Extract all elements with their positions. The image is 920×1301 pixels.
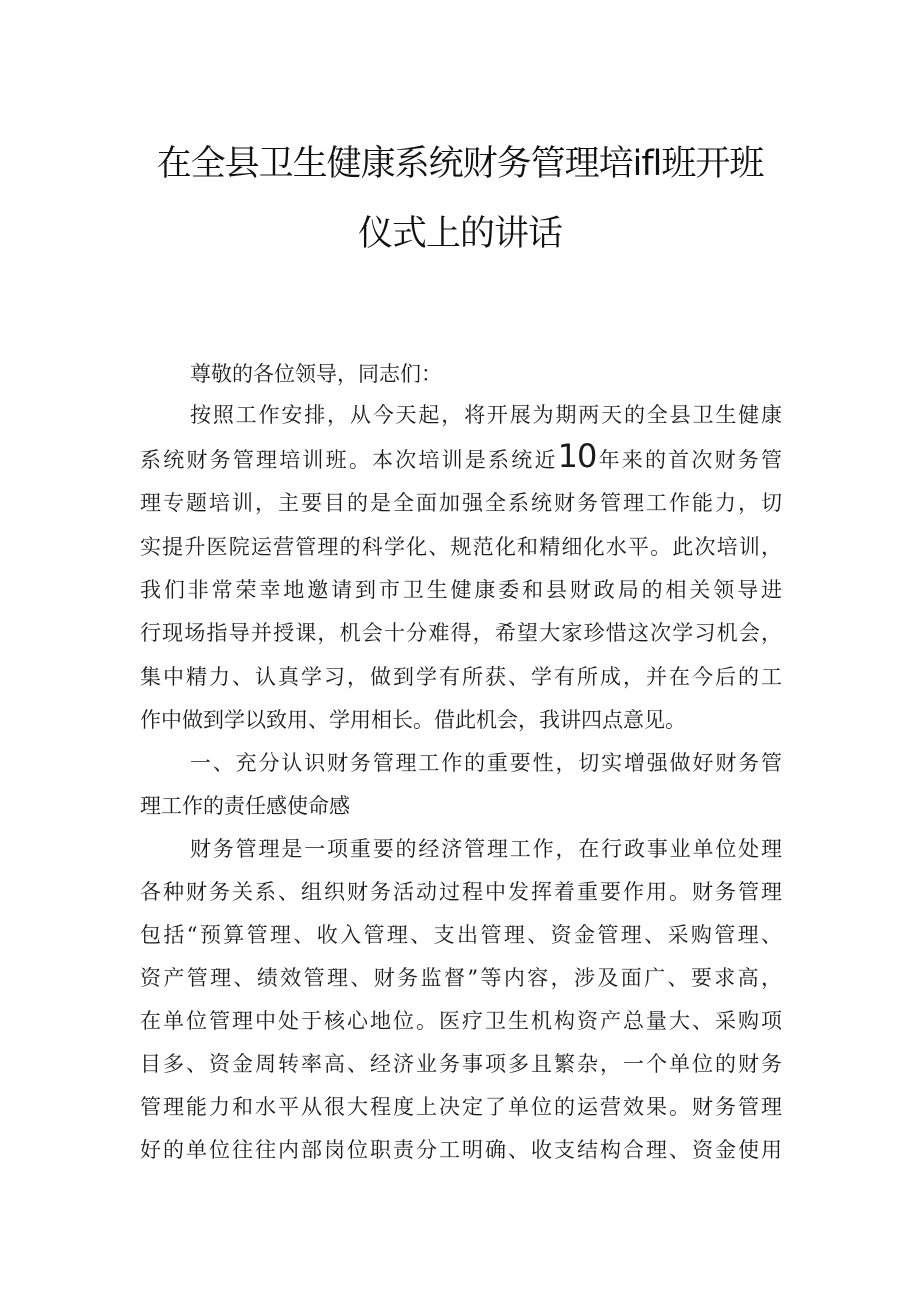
- salutation: 尊敬的各位领导，同志们：: [190, 362, 442, 386]
- paragraph-1-line-4: 实提升医院运营管理的科学化、规范化和精细化水平。此次培训，: [140, 535, 782, 559]
- paragraph-1-line-2-end: 年来的首次财务管: [596, 448, 782, 472]
- paragraph-2-line-7: 管理能力和水平从很大程度上决定了单位的运营效果。财务管理: [140, 1095, 782, 1119]
- paragraph-1-line-2: [140, 437, 782, 475]
- paragraph-1-line-8: 作中做到学以致用、学用相长。借此机会，我讲四点意见。: [140, 708, 686, 732]
- paragraph-2-line-6: 目多、资金周转率高、经济业务事项多且繁杂，一个单位的财务: [140, 1052, 782, 1076]
- paragraph-2-line-5: 在单位管理中处于核心地位。医疗卫生机构资产总量大、采购项: [140, 1009, 782, 1033]
- paragraph-2-line-3: 包括“预算管理、收入管理、支出管理、资金管理、采购管理、: [140, 923, 782, 947]
- paragraph-1-line-6: 行现场指导并授课，机会十分难得，希望大家珍惜这次学习机会，: [140, 621, 782, 645]
- year-count-number: 10: [557, 437, 597, 475]
- section-heading-1-line-1: 一、充分认识财务管理工作的重要性，切实增强做好财务管: [190, 751, 782, 775]
- section-heading-1-line-2: 理工作的责任感使命感: [140, 794, 350, 818]
- paragraph-2-line-2: 各种财务关系、组织财务活动过程中发挥着重要作用。财务管理: [140, 880, 782, 904]
- paragraph-1-line-7: 集中精力、认真学习，做到学有所获、学有所成，并在今后的工: [140, 665, 782, 689]
- paragraph-1-line-1: 按照工作安排，从今天起，将开展为期两天的全县卫生健康: [190, 403, 782, 427]
- paragraph-2-line-1: 财务管理是一项重要的经济管理工作，在行政事业单位处理: [190, 837, 782, 861]
- document-title-line-1: 在全县卫生健康系统财务管理培ifl班开班: [156, 144, 764, 184]
- paragraph-2-line-8: 好的单位往往内部岗位职责分工明确、收支结构合理、资金使用: [140, 1138, 782, 1162]
- document-title-line-2: 仪式上的讲话: [357, 214, 562, 254]
- paragraph-1-line-3: 理专题培训，主要目的是全面加强全系统财务管理工作能力，切: [140, 491, 782, 515]
- paragraph-2-line-4: 资产管理、绩效管理、财务监督”等内容，涉及面广、要求高，: [140, 966, 782, 990]
- paragraph-1-line-5: 我们非常荣幸地邀请到市卫生健康委和县财政局的相关领导进: [140, 578, 782, 602]
- paragraph-1-line-2-start: 系统财务管理培训班。本次培训是系统近: [140, 448, 558, 472]
